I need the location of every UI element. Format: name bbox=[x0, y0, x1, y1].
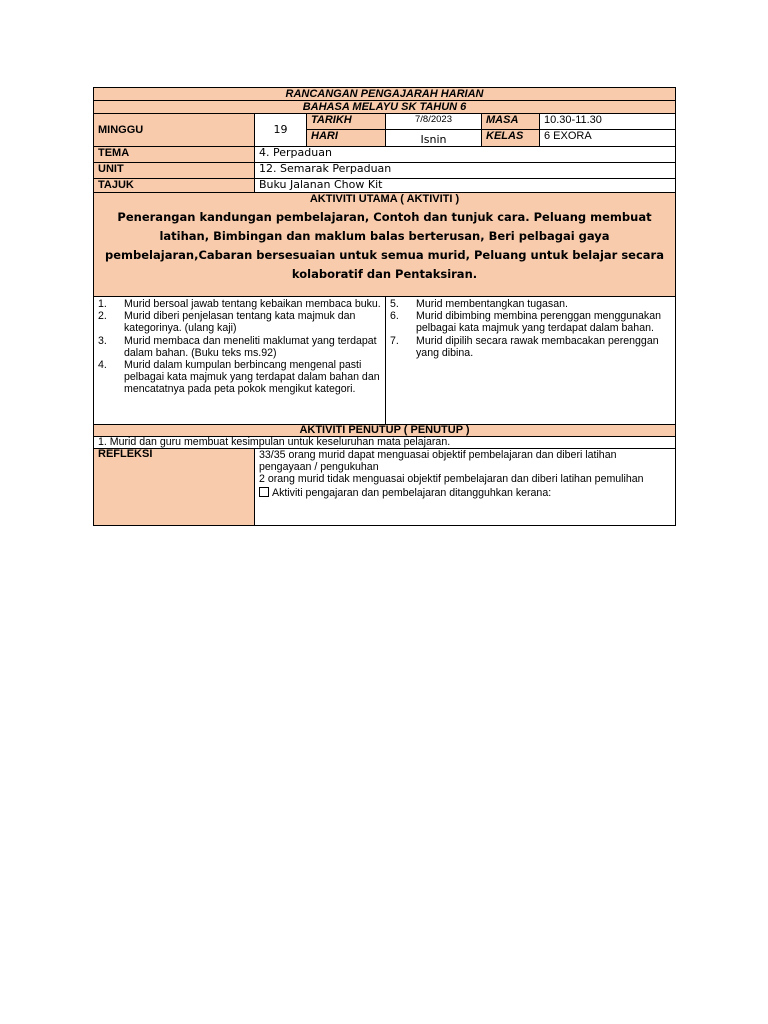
activity-text: Murid bersoal jawab tentang kebaikan membaca buku. bbox=[124, 298, 381, 310]
activity-item bbox=[390, 310, 671, 334]
lesson-plan-sheet bbox=[93, 87, 675, 526]
checkbox-icon[interactable] bbox=[259, 487, 269, 497]
activity-item bbox=[98, 359, 381, 396]
activity-number: 5. bbox=[390, 298, 399, 310]
kelas-value: 6 EXORA bbox=[540, 130, 676, 147]
kelas-label: KELAS bbox=[482, 130, 540, 147]
activities-right-list bbox=[390, 298, 671, 359]
activity-text: Murid diberi penjelasan tentang kata majmuk dan kategorinya. (ulang kaji) bbox=[124, 310, 356, 335]
activity-item bbox=[390, 298, 671, 310]
tajuk-value: Buku Jalanan Chow Kit bbox=[255, 179, 676, 193]
main-activity-heading: AKTIVITI UTAMA ( AKTIVITI ) bbox=[309, 193, 460, 205]
refleksi-line-3: Aktiviti pengajaran dan pembelajaran ditangguhkan kerana: bbox=[272, 486, 552, 499]
activity-number: 6. bbox=[390, 310, 399, 323]
minggu-value: 19 bbox=[255, 114, 307, 147]
tarikh-value: 7/8/2023 bbox=[386, 114, 482, 130]
activity-number: 2. bbox=[98, 310, 107, 323]
closing-heading: AKTIVITI PENUTUP ( PENUTUP ) bbox=[94, 425, 676, 437]
activities-left-list bbox=[98, 298, 381, 396]
hari-label: HARI bbox=[307, 130, 386, 147]
main-activity-description: Penerangan kandungan pembelajaran, Contoh dan tunjuk cara. Peluang membuat latihan, Bimbingan dan maklum balas berterusan, Beri pelbagai gaya pembelajaran,Cabaran bersesuaian untuk semua murid, Peluang untuk belajar secara kolaboratif dan Pentaksiran. bbox=[105, 210, 664, 281]
main-activity-section bbox=[94, 193, 676, 297]
lesson-plan-table bbox=[93, 87, 676, 526]
hari-value: Isnin bbox=[386, 130, 482, 147]
activity-text: Murid membaca dan meneliti maklumat yang terdapat dalam bahan. (Buku teks ms.92) bbox=[124, 334, 377, 359]
refleksi-line-2: 2 orang murid tidak menguasai objektif pembelajaran dan diberi latihan pemulihan bbox=[259, 473, 644, 486]
activity-number: 4. bbox=[98, 359, 107, 372]
unit-value: 12. Semarak Perpaduan bbox=[255, 163, 676, 179]
refleksi-content bbox=[255, 449, 676, 526]
refleksi-line-1: 33/35 orang murid dapat menguasai objektif pembelajaran dan diberi latihan pengayaan / pengukuhan bbox=[259, 449, 617, 474]
activities-left-cell bbox=[94, 297, 386, 425]
activity-item bbox=[390, 335, 671, 359]
refleksi-label: REFLEKSI bbox=[94, 449, 255, 526]
activity-text: Murid dipilih secara rawak membacakan perenggan yang dibina. bbox=[416, 334, 659, 359]
activity-number: 7. bbox=[390, 334, 399, 347]
activity-item bbox=[98, 298, 381, 310]
activities-right-cell bbox=[386, 297, 676, 425]
tajuk-label: TAJUK bbox=[94, 179, 255, 193]
plan-title: RANCANGAN PENGAJARAH HARIAN bbox=[94, 88, 676, 101]
plan-subtitle: BAHASA MELAYU SK TAHUN 6 bbox=[94, 101, 676, 114]
activity-text: Murid dalam kumpulan berbincang mengenal pasti pelbagai kata majmuk yang terdapat dalam bahan dan mencatatnya pada peta pokok mengikut kategori. bbox=[124, 359, 380, 396]
closing-text: 1. Murid dan guru membuat kesimpulan untuk keseluruhan mata pelajaran. bbox=[94, 437, 676, 449]
activity-text: Murid dibimbing membina perenggan menggunakan pelbagai kata majmuk yang terdapat dalam bahan. bbox=[416, 310, 661, 335]
minggu-label: MINGGU bbox=[94, 114, 255, 147]
activity-item bbox=[98, 335, 381, 359]
activity-item bbox=[98, 310, 381, 334]
tarikh-label: TARIKH bbox=[307, 114, 386, 130]
tema-label: TEMA bbox=[94, 147, 255, 163]
masa-label: MASA bbox=[482, 114, 540, 130]
activity-text: Murid membentangkan tugasan. bbox=[416, 298, 568, 310]
activity-number: 3. bbox=[98, 334, 107, 347]
tema-value: 4. Perpaduan bbox=[255, 147, 676, 163]
unit-label: UNIT bbox=[94, 163, 255, 179]
activity-number: 1. bbox=[98, 298, 107, 310]
masa-value: 10.30-11.30 bbox=[540, 114, 676, 130]
